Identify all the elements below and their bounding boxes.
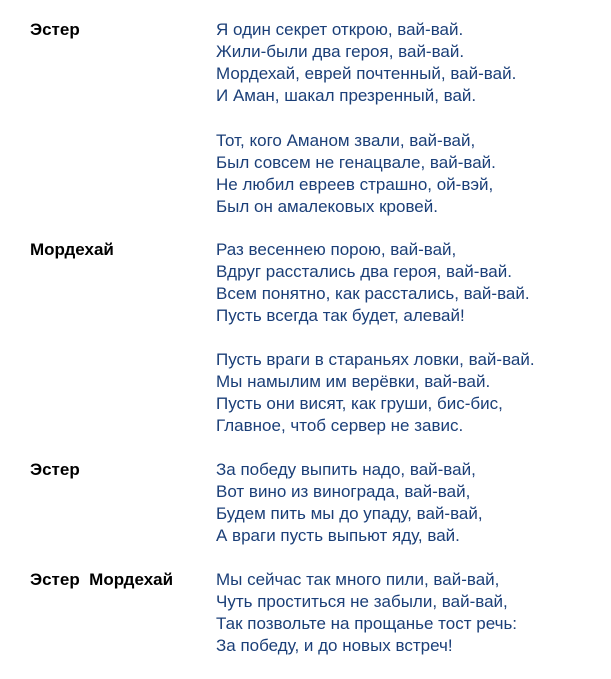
stanza [216, 130, 496, 218]
lyric-line: Был он амалековых кровей. [216, 197, 438, 216]
lyric-line: За победу, и до новых встреч! [216, 636, 453, 655]
lyric-line: Вдруг расстались два героя, вай-вай. [216, 262, 512, 281]
lyric-line: Мы сейчас так много пили, вай-вай, [216, 570, 500, 589]
lyric-line: Мы намылим им верёвки, вай-вай. [216, 372, 491, 391]
lyric-line: И Аман, шакал презренный, вай. [216, 86, 477, 105]
lyric-line: Пусть всегда так будет, алевай! [216, 306, 465, 325]
speaker-name: Мордехай [30, 240, 114, 259]
speaker-name: Эстер [30, 20, 80, 39]
stanza [216, 459, 483, 547]
lyric-line: За победу выпить надо, вай-вай, [216, 460, 476, 479]
lyric-line: Всем понятно, как расстались, вай-вай. [216, 284, 530, 303]
lyric-line: А враги пусть выпьют яду, вай. [216, 526, 460, 545]
lyric-line: Пусть они висят, как груши, бис-бис, [216, 394, 503, 413]
lyric-line: Раз весеннею порою, вай-вай, [216, 240, 457, 259]
lyric-line: Не любил евреев страшно, ой-вэй, [216, 175, 494, 194]
lyric-line: Вот вино из винограда, вай-вай, [216, 482, 471, 501]
stanza [216, 239, 530, 327]
stanza [216, 19, 516, 107]
speaker-name: Эстер [30, 460, 80, 479]
lyric-line: Был совсем не генацвале, вай-вай. [216, 153, 496, 172]
lyric-line: Пусть враги в стараньях ловки, вай-вай. [216, 350, 535, 369]
lyric-line: Тот, кого Аманом звали, вай-вай, [216, 131, 476, 150]
lyric-line: Чуть проститься не забыли, вай-вай, [216, 592, 508, 611]
lyric-line: Жили-были два героя, вай-вай. [216, 42, 465, 61]
stanza [216, 349, 535, 437]
lyric-line: Я один секрет открою, вай-вай. [216, 20, 464, 39]
stanza [216, 569, 517, 657]
lyric-line: Главное, чтоб сервер не завис. [216, 416, 464, 435]
lyric-line: Будем пить мы до упаду, вай-вай, [216, 504, 483, 523]
lyric-line: Мордехай, еврей почтенный, вай-вай. [216, 64, 517, 83]
lyric-line: Так позвольте на прощанье тост речь: [216, 614, 518, 633]
speaker-name: Эстер Мордехай [30, 570, 174, 589]
